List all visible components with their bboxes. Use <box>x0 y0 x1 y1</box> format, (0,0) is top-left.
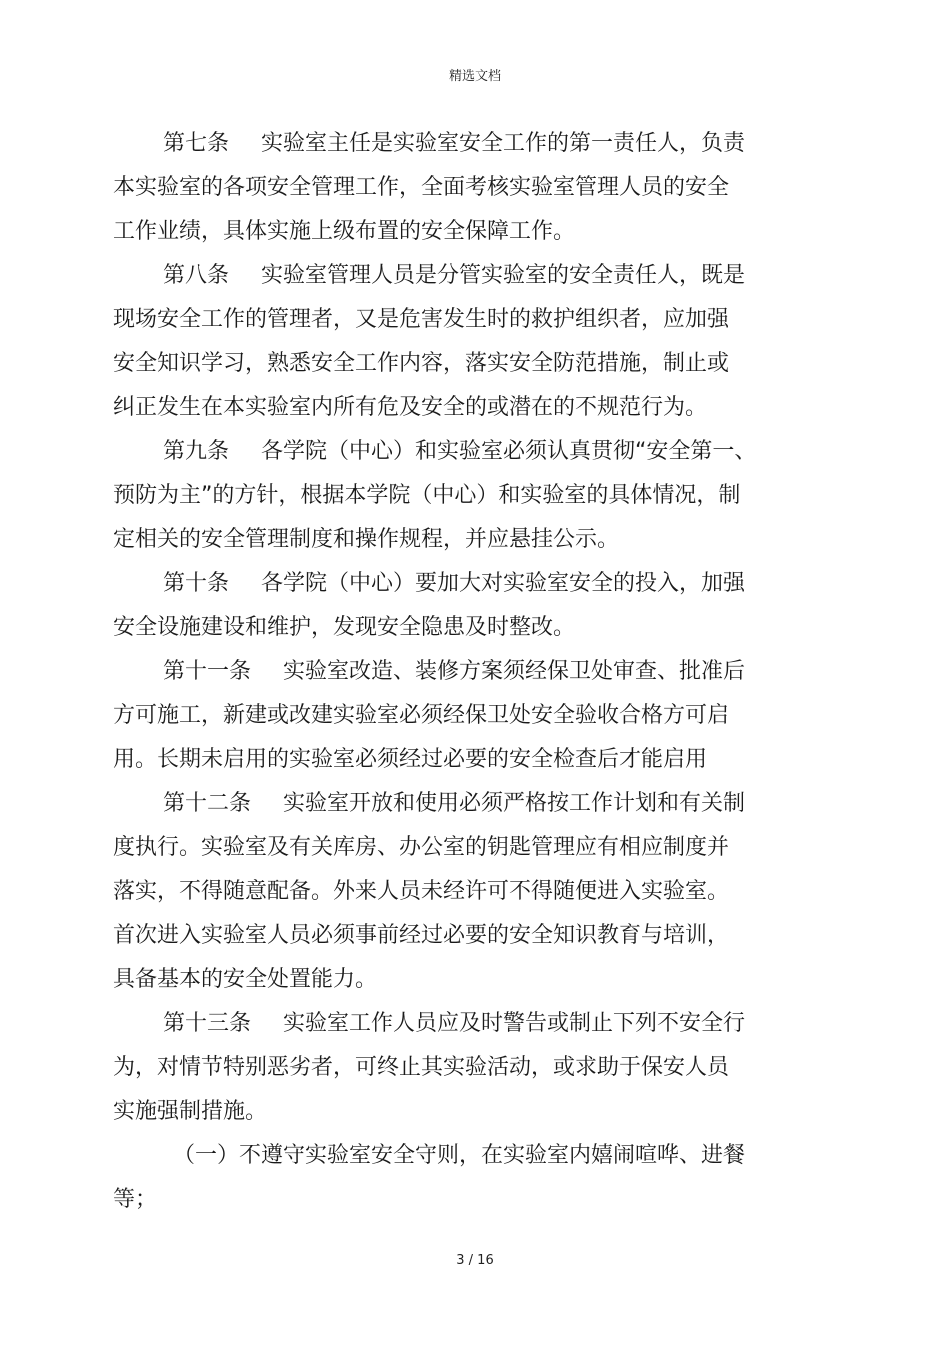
article-first-line <box>113 430 793 474</box>
article-line: 方可施工，新建或改建实验室必须经保卫处安全验收合格方可启 <box>113 703 730 728</box>
article-13 <box>113 1002 793 1134</box>
article-line: 为，对情节特别恶劣者，可终止其实验活动，或求助于保安人员 <box>113 1055 730 1080</box>
article-line: 度执行。实验室及有关库房、办公室的钥匙管理应有相应制度并 <box>113 835 730 860</box>
article-line: 实施强制措施。 <box>113 1099 268 1124</box>
article-number: 第九条 <box>163 439 230 464</box>
article-number: 第十条 <box>163 571 230 596</box>
article-number: 第十二条 <box>163 791 252 816</box>
article-first-line <box>113 782 793 826</box>
document-body <box>113 122 793 1222</box>
list-item-line: 等； <box>113 1187 158 1212</box>
article-text: 实验室开放和使用必须严格按工作计划和有关制 <box>283 791 746 816</box>
article-first-line <box>113 1002 793 1046</box>
page-number: 3 / 16 <box>456 1253 494 1268</box>
article-first-line <box>113 650 793 694</box>
article-text: 实验室主任是实验室安全工作的第一责任人，负责 <box>261 131 746 156</box>
article-8 <box>113 254 793 430</box>
article-line: 安全知识学习，熟悉安全工作内容，落实安全防范措施，制止或 <box>113 351 730 376</box>
article-line: 定相关的安全管理制度和操作规程，并应悬挂公示。 <box>113 527 620 552</box>
article-line: 现场安全工作的管理者，又是危害发生时的救护组织者，应加强 <box>113 307 730 332</box>
article-line: 首次进入实验室人员必须事前经过必要的安全知识教育与培训， <box>113 923 730 948</box>
article-number: 第十三条 <box>163 1011 252 1036</box>
article-text: 实验室管理人员是分管实验室的安全责任人，既是 <box>261 263 746 288</box>
article-line: 预防为主”的方针，根据本学院（中心）和实验室的具体情况，制 <box>113 483 741 508</box>
article-text: 各学院（中心）要加大对实验室安全的投入，加强 <box>261 571 746 596</box>
article-line: 具备基本的安全处置能力。 <box>113 967 378 992</box>
list-item <box>113 1134 793 1222</box>
article-text: 实验室工作人员应及时警告或制止下列不安全行 <box>283 1011 746 1036</box>
article-number: 第八条 <box>163 263 230 288</box>
article-first-line <box>113 254 793 298</box>
article-line: 纠正发生在本实验室内所有危及安全的或潜在的不规范行为。 <box>113 395 708 420</box>
article-text: 各学院（中心）和实验室必须认真贯彻“安全第一、 <box>261 439 757 464</box>
article-first-line <box>113 122 793 166</box>
article-9 <box>113 430 793 562</box>
article-line: 用。长期未启用的实验室必须经过必要的安全检查后才能启用 <box>113 747 708 772</box>
article-line: 工作业绩，具体实施上级布置的安全保障工作。 <box>113 219 576 244</box>
article-line: 本实验室的各项安全管理工作，全面考核实验室管理人员的安全 <box>113 175 730 200</box>
article-first-line <box>113 562 793 606</box>
article-number: 第七条 <box>163 131 230 156</box>
list-item-first-line: （一）不遵守实验室安全守则，在实验室内嬉闹喧哗、进餐 <box>173 1143 746 1168</box>
article-line: 安全设施建设和维护，发现安全隐患及时整改。 <box>113 615 576 640</box>
article-text: 实验室改造、装修方案须经保卫处审查、批准后 <box>283 659 746 684</box>
page-header: 精选文档 <box>448 69 501 84</box>
article-7 <box>113 122 793 254</box>
article-12 <box>113 782 793 1002</box>
article-10 <box>113 562 793 650</box>
article-11 <box>113 650 793 782</box>
article-number: 第十一条 <box>163 659 252 684</box>
article-line: 落实，不得随意配备。外来人员未经许可不得随便进入实验室。 <box>113 879 730 904</box>
